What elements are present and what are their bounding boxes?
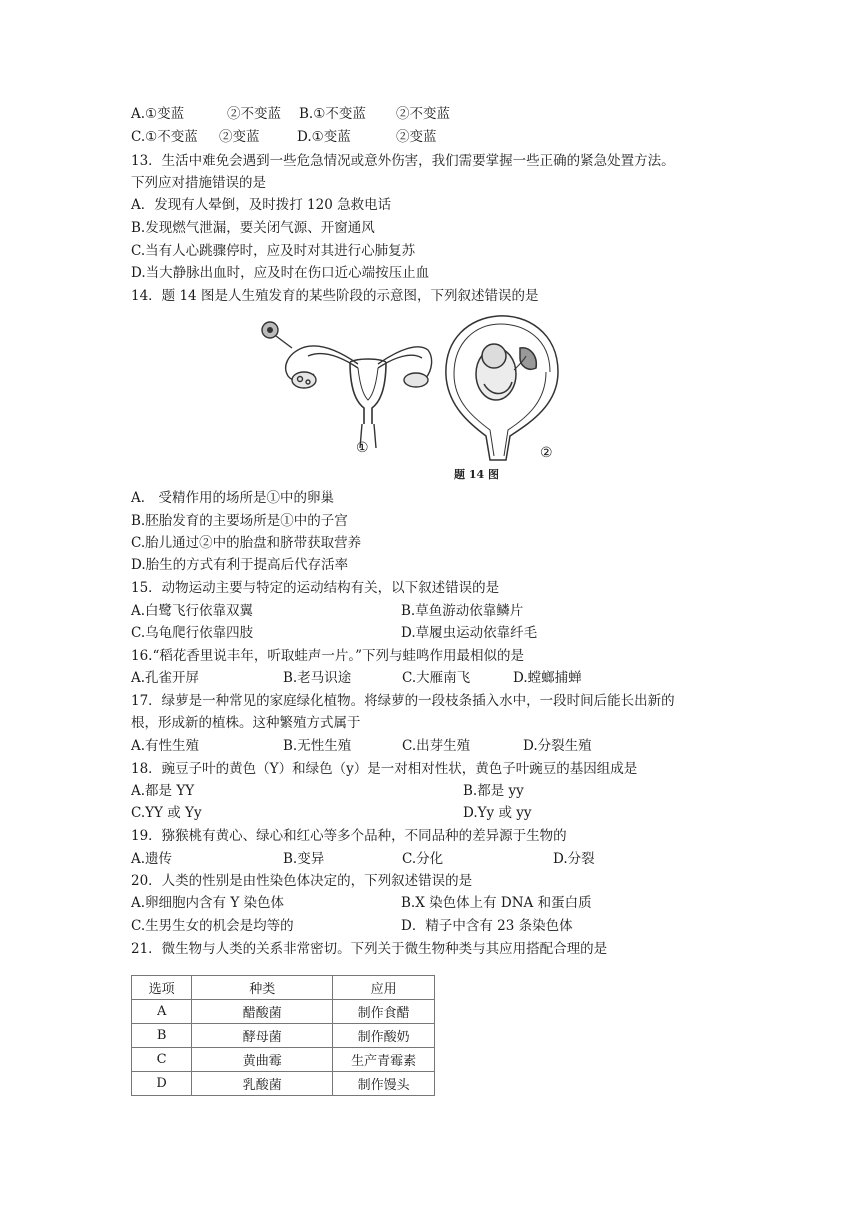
q15-option-d: D.草履虫运动依靠纤毛	[401, 625, 538, 641]
q12-option-b-2: ②不变蓝	[396, 106, 450, 122]
q19-option-c: C.分化	[402, 851, 444, 867]
table-cell: C	[132, 1048, 192, 1072]
q15-options-row-2	[131, 623, 751, 643]
table-header-type: 种类	[192, 976, 333, 1000]
q14-option-c: C.胎儿通过②中的胎盘和脐带获取营养	[131, 535, 362, 551]
q18-options-row-1	[131, 781, 751, 801]
q19-options-row	[131, 849, 751, 869]
q17-option-a: A.有性生殖	[131, 738, 200, 754]
q13-stem-line-1: 13．生活中难免会遇到一些危急情况或意外伤害，我们需要掌握一些正确的紧急处置方法。	[131, 153, 675, 169]
q20-option-d: D．精子中含有 23 条染色体	[401, 918, 573, 934]
q13-option-a: A．发现有人晕倒，及时拨打 120 急救电话	[131, 197, 392, 213]
q20-options-row-2	[131, 916, 751, 936]
q12-options-row-1	[131, 104, 751, 124]
q17-options-row	[131, 736, 751, 756]
q13-option-d: D.当大静脉出血时，应及时在伤口近心端按压止血	[131, 265, 430, 281]
q15-options-row-1	[131, 601, 751, 621]
q19-stem: 19．猕猴桃有黄心、绿心和红心等多个品种，不同品种的差异源于生物的	[131, 828, 567, 844]
q14-stem: 14．题 14 图是人生殖发育的某些阶段的示意图，下列叙述错误的是	[131, 288, 539, 304]
table-header-row	[132, 976, 435, 1000]
figure-label-2: ②	[540, 445, 553, 461]
q15-option-c: C.乌龟爬行依靠四肢	[131, 625, 254, 641]
q13-option-b: B.发现燃气泄漏，要关闭气源、开窗通风	[131, 220, 375, 236]
q17-option-d: D.分裂生殖	[523, 738, 592, 754]
figure-label-1: ①	[356, 440, 369, 456]
q12-option-a-2: ②不变蓝	[227, 106, 281, 122]
table-header-option: 选项	[132, 976, 192, 1000]
table-cell: 醋酸菌	[192, 1000, 333, 1024]
fetus-in-uterus-icon	[446, 316, 558, 460]
table-row	[132, 1048, 435, 1072]
q17-option-b: B.无性生殖	[283, 738, 352, 754]
q21-stem: 21．微生物与人类的关系非常密切。下列关于微生物种类与其应用搭配合理的是	[131, 941, 608, 957]
q17-stem-line-2: 根，形成新的植株。这种繁殖方式属于	[131, 715, 361, 731]
q12-option-d: D.①变蓝	[297, 129, 351, 145]
table-cell: 制作馒头	[333, 1072, 435, 1096]
q18-stem: 18．豌豆子叶的黄色（Y）和绿色（y）是一对相对性状，黄色子叶豌豆的基因组成是	[131, 761, 638, 777]
q15-stem: 15．动物运动主要与特定的运动结构有关，以下叙述错误的是	[131, 580, 500, 596]
q16-option-b: B.老马识途	[283, 670, 352, 686]
q16-option-c: C.大雁南飞	[402, 670, 471, 686]
q18-option-b: B.都是 yy	[463, 783, 524, 799]
q12-option-b: B.①不变蓝	[299, 106, 366, 122]
q14-figure	[258, 312, 588, 484]
q14-option-b: B.胚胎发育的主要场所是①中的子宫	[131, 513, 348, 529]
q20-stem: 20．人类的性别是由性染色体决定的，下列叙述错误的是	[131, 873, 473, 889]
q20-option-c: C.生男生女的机会是均等的	[131, 918, 294, 934]
table-cell: 生产青霉素	[333, 1048, 435, 1072]
table-cell: 制作酸奶	[333, 1024, 435, 1048]
q17-stem-line-1: 17．绿萝是一种常见的家庭绿化植物。将绿萝的一段枝条插入水中，一段时间后能长出新的	[131, 693, 675, 709]
table-cell: 制作食醋	[333, 1000, 435, 1024]
table-cell: A	[132, 1000, 192, 1024]
q12-option-c-2: ②变蓝	[219, 129, 260, 145]
q15-option-b: B.草鱼游动依靠鳞片	[401, 603, 524, 619]
microbe-table	[131, 975, 435, 1096]
q18-option-d: D.Yy 或 yy	[463, 805, 532, 821]
q20-options-row-1	[131, 893, 751, 913]
reproduction-diagram	[258, 312, 588, 484]
q12-option-c: C.①不变蓝	[131, 129, 198, 145]
q20-option-b: B.X 染色体上有 DNA 和蛋白质	[401, 895, 592, 911]
q18-option-a: A.都是 YY	[131, 783, 195, 799]
table-cell: 乳酸菌	[192, 1072, 333, 1096]
table-header-application: 应用	[333, 976, 435, 1000]
q16-option-d: D.螳螂捕蝉	[513, 670, 582, 686]
q17-option-c: C.出芽生殖	[402, 738, 471, 754]
table-cell: B	[132, 1024, 192, 1048]
q20-option-a: A.卵细胞内含有 Y 染色体	[131, 895, 285, 911]
figure-caption: 题 14 图	[454, 468, 499, 481]
q18-option-c: C.YY 或 Yy	[131, 805, 202, 821]
q15-option-a: A.白鹭飞行依靠双翼	[131, 603, 254, 619]
table-row	[132, 1000, 435, 1024]
q13-stem-line-2: 下列应对措施错误的是	[131, 175, 266, 191]
table-cell: 酵母菌	[192, 1024, 333, 1048]
table-cell: D	[132, 1072, 192, 1096]
table-cell: 黄曲霉	[192, 1048, 333, 1072]
q19-option-d: D.分裂	[553, 851, 595, 867]
q12-option-d-2: ②变蓝	[396, 129, 437, 145]
q14-option-a: A． 受精作用的场所是①中的卵巢	[131, 490, 335, 506]
q16-stem: 16.“稻花香里说丰年，听取蛙声一片。”下列与蛙鸣作用最相似的是	[131, 648, 525, 664]
table-row	[132, 1072, 435, 1096]
q13-option-c: C.当有人心跳骤停时，应及时对其进行心肺复苏	[131, 243, 416, 259]
q18-options-row-2	[131, 803, 751, 823]
q19-option-a: A.遗传	[131, 851, 173, 867]
q12-option-a: A.①变蓝	[131, 106, 185, 122]
q16-option-a: A.孔雀开屏	[131, 670, 200, 686]
q16-options-row	[131, 668, 751, 688]
q12-options-row-2	[131, 127, 751, 147]
table-row	[132, 1024, 435, 1048]
q14-option-d: D.胎生的方式有利于提高后代存活率	[131, 557, 349, 573]
q19-option-b: B.变异	[283, 851, 325, 867]
